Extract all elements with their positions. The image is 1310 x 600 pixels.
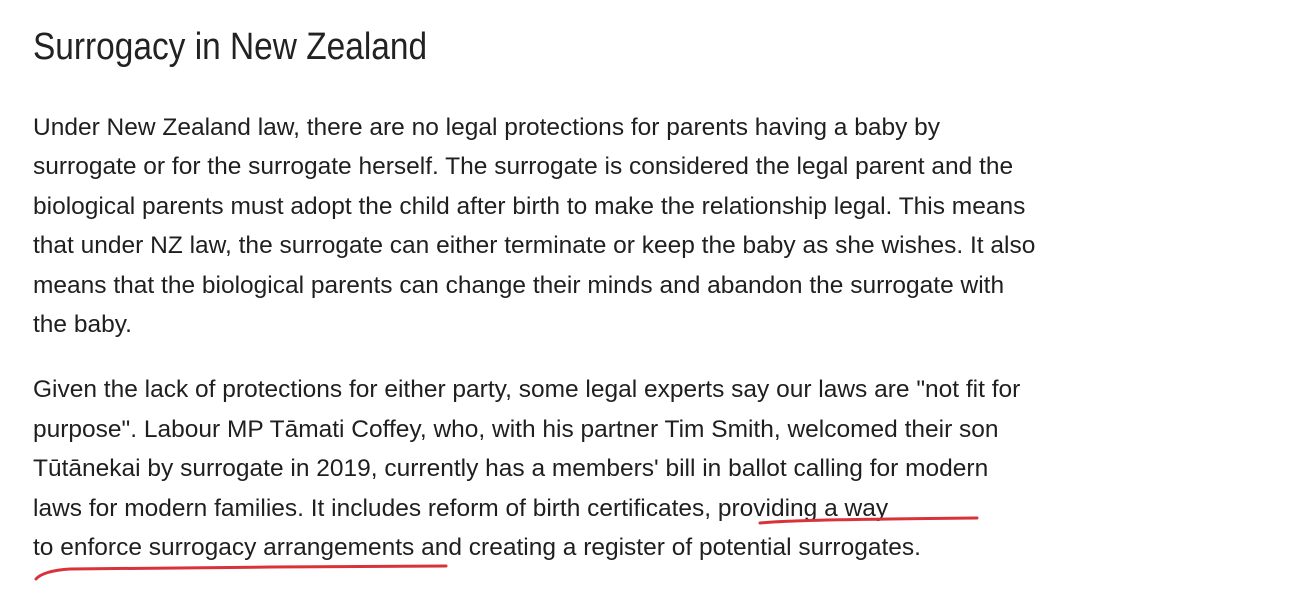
article: [33, 24, 1143, 567]
paragraph-line: surrogate or for the surrogate herself. The surrogate is considered the legal parent and the: [33, 153, 1014, 181]
paragraph-line: means that the biological parents can change their minds and abandon the surrogate with: [33, 271, 1005, 299]
underline-stroke-enforce-surrogacy-arrangements: [36, 566, 446, 579]
paragraph-line: Under New Zealand law, there are no legal protections for parents having a baby by: [33, 114, 941, 141]
paragraph-line: Given the lack of protections for either party, some legal experts say our laws are "not fit for: [33, 376, 1021, 404]
paragraph-line: laws for modern families. It includes reform of birth certificates, providing a way: [33, 494, 889, 522]
paragraph-line: purpose". Labour MP Tāmati Coffey, who, with his partner Tim Smith, welcomed their son: [33, 415, 999, 443]
paragraph-line: biological parents must adopt the child after birth to make the relationship legal. This means: [33, 192, 1026, 220]
paragraph-line: Tūtānekai by surrogate in 2019, currently has a members' bill in ballot calling for modern: [33, 455, 989, 483]
article-paragraph-2: [33, 370, 1143, 567]
paragraph-line: the baby.: [33, 311, 132, 339]
paragraph-line: that under NZ law, the surrogate can either terminate or keep the baby as she wishes. It also: [33, 232, 1036, 260]
article-title: Surrogacy in New Zealand: [33, 26, 428, 68]
article-paragraph-1: [33, 108, 1143, 344]
paragraph-line: to enforce surrogacy arrangements and creating a register of potential surrogates.: [33, 534, 921, 562]
